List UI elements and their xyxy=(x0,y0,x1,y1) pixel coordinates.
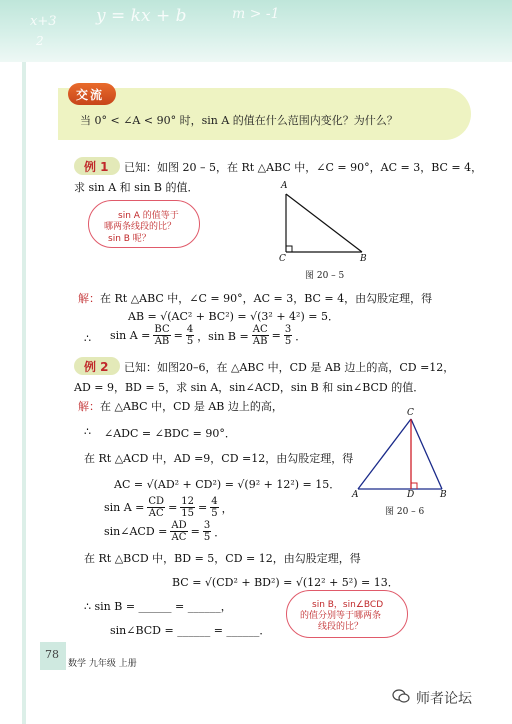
ex1-sinA-num: BC xyxy=(154,324,170,335)
example2-rt-acd-line: 在 Rt △ACD 中，AD =9，CD =12，由勾股定理，得 xyxy=(84,452,354,465)
ex1-sinB-vd: 5 xyxy=(284,336,292,347)
ex1-sinA-value xyxy=(186,324,194,347)
header-banner xyxy=(0,0,512,62)
fig205-caption: 图 20 – 5 xyxy=(305,271,345,281)
ex2-sinA-n2: 12 xyxy=(181,496,195,507)
example1-therefore: ∴ xyxy=(84,332,91,345)
ex2-sinA-eq2: = xyxy=(198,501,208,514)
fig206-label-c: C xyxy=(407,408,414,418)
ex2-sinACD-value xyxy=(203,520,211,543)
fig205-label-b: B xyxy=(360,254,367,264)
ex2-sinA-d3: 5 xyxy=(211,508,218,519)
example1-sin-values xyxy=(110,324,306,347)
ex2-sinACD-n2: 3 xyxy=(203,520,211,531)
exchange-label xyxy=(68,83,116,105)
ex1-sinB-vn: 3 xyxy=(284,324,292,335)
fig206-label-a: A xyxy=(352,490,359,500)
example2-line1: 已知：如图20–6，在 △ABC 中，CD 是 AB 边上的高，CD =12， xyxy=(124,361,455,374)
ex1-eq2: = xyxy=(271,329,281,342)
example1-solution-label: 解： xyxy=(78,292,100,305)
fig205-label-c: C xyxy=(279,254,286,264)
ex2-sinACD-period: ． xyxy=(214,525,226,539)
chat-bubble-icon xyxy=(392,688,410,704)
banner-formula-linear: y = kx + b xyxy=(96,6,187,26)
ex2-sinA-d2: 15 xyxy=(181,508,195,519)
fig206-label-b: B xyxy=(440,490,447,500)
fig206-right-angle-mark xyxy=(411,483,417,489)
example1-line1: 已知：如图 20 – 5，在 Rt △ABC 中，∠C = 90°，AC = 3，BC = 4， xyxy=(124,161,483,174)
ex1-sinA-ratio xyxy=(153,324,170,347)
ex1-sinA-vd: 5 xyxy=(186,336,194,347)
example1-hint-line3: sin B 呢？ xyxy=(108,234,151,244)
fig206-caption: 图 20 – 6 xyxy=(385,507,425,517)
example2-bc-line: BC = √(CD² + BD²) = √(12² + 5²) = 13． xyxy=(172,576,399,589)
ex2-sinA-ratio xyxy=(147,496,165,519)
banner-formula-fraction-top: x+3 xyxy=(30,14,57,29)
figure-20-5 xyxy=(274,184,374,274)
fig206-label-d: D xyxy=(407,490,415,500)
example1-solution-line1: 在 Rt △ABC 中，∠C = 90°，AC = 3，BC = 4，由勾股定理，得 xyxy=(100,292,433,305)
ex2-sinACD-d2: 5 xyxy=(203,532,211,543)
exchange-question: 当 0° < ∠A < 90° 时，sin A 的值在什么范围内变化？为什么？ xyxy=(80,114,398,127)
example2-solution-line1: 在 △ABC 中，CD 是 AB 边上的高， xyxy=(100,400,283,413)
ex2-sinACD-n: AD xyxy=(171,520,187,531)
example2-tag xyxy=(74,357,120,375)
ex1-sinA-den: AB xyxy=(154,336,170,347)
example2-sinBCD-blank-line: sin∠BCD = ______ = ______． xyxy=(110,624,271,637)
exchange-label-text: 交流 xyxy=(76,88,105,102)
banner-formula-inequality: m > -1 xyxy=(232,6,280,22)
page-number: 78 xyxy=(45,648,59,661)
example1-tag-text: 例 1 xyxy=(84,160,109,174)
example2-angle-line: ∠ADC = ∠BDC = 90°． xyxy=(104,427,236,440)
example2-hint-line3: 线段的比？ xyxy=(318,622,364,632)
left-margin-bar xyxy=(22,62,26,724)
ex2-sinA-prefix: sin A = xyxy=(104,501,145,514)
ex1-sinA-vn: 4 xyxy=(186,324,194,335)
ex2-sinA-eq1: = xyxy=(168,501,178,514)
fig206-side-cb xyxy=(411,419,442,489)
ex1-eq1: = xyxy=(173,329,183,342)
ex1-sinA-prefix: sin A = xyxy=(110,329,151,342)
ex2-sinACD-prefix: sin∠ACD = xyxy=(104,525,168,538)
ex2-sinACD-eq: = xyxy=(190,525,200,538)
fig205-right-angle-mark xyxy=(286,246,292,252)
ex1-period: ． xyxy=(295,329,307,343)
example2-rt-bcd-line: 在 Rt △BCD 中，BD = 5，CD = 12，由勾股定理，得 xyxy=(84,552,361,565)
watermark-text: 师者论坛 xyxy=(416,691,472,707)
ex2-sinA-d: AC xyxy=(148,508,164,519)
fig205-side-ab xyxy=(286,194,362,252)
ex1-sinB-num: AC xyxy=(252,324,268,335)
example2-therefore1: ∴ xyxy=(84,425,91,438)
example2-sinA-row xyxy=(104,496,233,519)
ex2-sinACD-ratio xyxy=(170,520,187,543)
ex2-sinA-n: CD xyxy=(148,496,165,507)
example1-tag xyxy=(74,157,120,175)
example2-line2: AD = 9，BD = 5，求 sin A，sin∠ACD，sin B 和 sin∠BCD 的值． xyxy=(74,381,425,394)
ex2-sinA-comma: ， xyxy=(221,501,233,515)
ex2-sinA-value xyxy=(180,496,195,519)
example2-sinACD-row xyxy=(104,520,225,543)
example2-hint-line1: sin B，sin∠BCD xyxy=(312,600,384,610)
book-title: 数学 九年级 上册 xyxy=(68,659,137,669)
example1-line2: 求 sin A 和 sin B 的值． xyxy=(74,181,199,194)
ex2-sinA-n3: 4 xyxy=(211,496,218,507)
example1-solution-line2: AB = √(AC² + BC²) = √(3² + 4²) = 5． xyxy=(128,310,339,323)
ex1-sinB-ratio xyxy=(252,324,269,347)
ex1-sinB-prefix: ，sin B = xyxy=(197,329,249,343)
ex2-sinACD-d: AC xyxy=(171,532,187,543)
ex1-sinB-den: AB xyxy=(252,336,268,347)
example2-sinB-blank-line: ∴ sin B = ______ = ______， xyxy=(84,600,232,613)
ex2-sinA-simplified xyxy=(210,496,218,519)
example2-ac-line: AC = √(AD² + CD²) = √(9² + 12²) = 15． xyxy=(114,478,341,491)
fig205-label-a: A xyxy=(281,181,288,191)
banner-formula-fraction-bottom: 2 xyxy=(36,34,44,48)
example1-hint-line2: 哪两条线段的比？ xyxy=(104,222,177,232)
fig206-side-ac xyxy=(358,419,411,489)
ex1-sinB-value xyxy=(284,324,292,347)
example2-solution-label: 解： xyxy=(78,400,100,413)
example2-hint-line2: 的值分别等于哪两条 xyxy=(300,611,382,621)
example2-tag-text: 例 2 xyxy=(84,360,109,374)
example1-hint-line1: sin A 的值等于 xyxy=(118,211,179,221)
